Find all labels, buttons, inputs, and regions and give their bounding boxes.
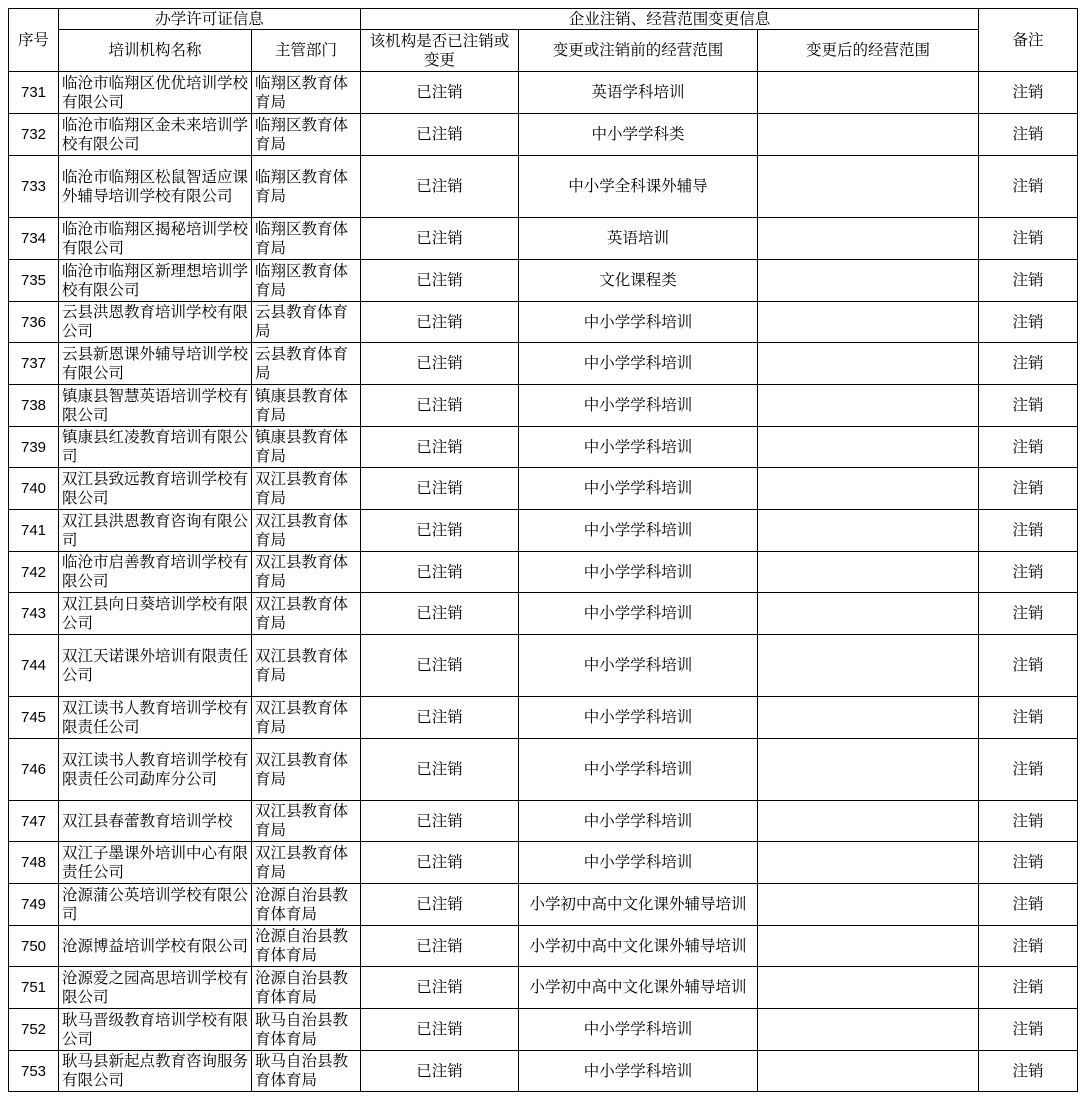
scope-before-cell: 英语培训 [519, 218, 758, 260]
org-name-cell: 临沧市临翔区揭秘培训学校有限公司 [59, 218, 252, 260]
seq-cell: 735 [9, 260, 59, 302]
header-is-cancelled: 该机构是否已注销或变更 [361, 30, 519, 72]
table-row [9, 156, 1078, 218]
table-row [9, 343, 1078, 385]
org-name-cell: 沧源蒲公英培训学校有限公司 [59, 884, 252, 926]
header-seq: 序号 [9, 9, 59, 72]
remark-cell: 注销 [979, 510, 1078, 552]
scope-after-cell [758, 156, 979, 218]
table-row [9, 697, 1078, 739]
status-cell: 已注销 [361, 552, 519, 593]
seq-cell: 745 [9, 697, 59, 739]
status-cell: 已注销 [361, 510, 519, 552]
header-license-group: 办学许可证信息 [59, 9, 361, 30]
seq-cell: 743 [9, 593, 59, 635]
seq-cell: 737 [9, 343, 59, 385]
status-cell: 已注销 [361, 593, 519, 635]
scope-after-cell [758, 842, 979, 884]
status-cell: 已注销 [361, 926, 519, 967]
dept-cell: 云县教育体育局 [252, 343, 361, 385]
remark-cell: 注销 [979, 635, 1078, 697]
remark-cell: 注销 [979, 343, 1078, 385]
table-row [9, 218, 1078, 260]
scope-before-cell: 中小学学科培训 [519, 801, 758, 842]
status-cell: 已注销 [361, 801, 519, 842]
status-cell: 已注销 [361, 218, 519, 260]
scope-after-cell [758, 302, 979, 343]
seq-cell: 731 [9, 72, 59, 114]
dept-cell: 镇康县教育体育局 [252, 427, 361, 468]
scope-after-cell [758, 801, 979, 842]
remark-cell: 注销 [979, 1051, 1078, 1092]
scope-before-cell: 文化课程类 [519, 260, 758, 302]
table-row [9, 427, 1078, 468]
scope-before-cell: 小学初中高中文化课外辅导培训 [519, 926, 758, 967]
seq-cell: 733 [9, 156, 59, 218]
table-row [9, 926, 1078, 967]
scope-after-cell [758, 468, 979, 510]
scope-before-cell: 小学初中高中文化课外辅导培训 [519, 967, 758, 1009]
org-name-cell: 镇康县智慧英语培训学校有限公司 [59, 385, 252, 427]
dept-cell: 双江县教育体育局 [252, 801, 361, 842]
table-row [9, 468, 1078, 510]
dept-cell: 临翔区教育体育局 [252, 156, 361, 218]
header-change-group: 企业注销、经营范围变更信息 [361, 9, 979, 30]
scope-after-cell [758, 697, 979, 739]
status-cell: 已注销 [361, 260, 519, 302]
scope-after-cell [758, 343, 979, 385]
table-row [9, 635, 1078, 697]
seq-cell: 739 [9, 427, 59, 468]
scope-after-cell [758, 114, 979, 156]
table-row [9, 385, 1078, 427]
scope-after-cell [758, 1009, 979, 1051]
remark-cell: 注销 [979, 114, 1078, 156]
table-row [9, 552, 1078, 593]
org-name-cell: 镇康县红凌教育培训有限公司 [59, 427, 252, 468]
dept-cell: 临翔区教育体育局 [252, 114, 361, 156]
table-row [9, 1009, 1078, 1051]
remark-cell: 注销 [979, 72, 1078, 114]
scope-before-cell: 中小学学科培训 [519, 427, 758, 468]
remark-cell: 注销 [979, 801, 1078, 842]
seq-cell: 752 [9, 1009, 59, 1051]
status-cell: 已注销 [361, 1051, 519, 1092]
scope-before-cell: 中小学学科培训 [519, 739, 758, 801]
scope-after-cell [758, 967, 979, 1009]
status-cell: 已注销 [361, 739, 519, 801]
status-cell: 已注销 [361, 114, 519, 156]
table-row [9, 260, 1078, 302]
dept-cell: 双江县教育体育局 [252, 510, 361, 552]
org-name-cell: 临沧市启善教育培训学校有限公司 [59, 552, 252, 593]
scope-after-cell [758, 260, 979, 302]
table-row [9, 114, 1078, 156]
scope-before-cell: 中小学学科培训 [519, 302, 758, 343]
remark-cell: 注销 [979, 218, 1078, 260]
scope-after-cell [758, 593, 979, 635]
dept-cell: 双江县教育体育局 [252, 635, 361, 697]
remark-cell: 注销 [979, 385, 1078, 427]
seq-cell: 738 [9, 385, 59, 427]
org-name-cell: 沧源爱之园高思培训学校有限公司 [59, 967, 252, 1009]
seq-cell: 751 [9, 967, 59, 1009]
remark-cell: 注销 [979, 156, 1078, 218]
dept-cell: 双江县教育体育局 [252, 697, 361, 739]
scope-before-cell: 中小学学科培训 [519, 842, 758, 884]
remark-cell: 注销 [979, 468, 1078, 510]
status-cell: 已注销 [361, 697, 519, 739]
org-name-cell: 双江县向日葵培训学校有限公司 [59, 593, 252, 635]
dept-cell: 沧源自治县教育体育局 [252, 926, 361, 967]
header-remark: 备注 [979, 9, 1078, 72]
status-cell: 已注销 [361, 72, 519, 114]
dept-cell: 临翔区教育体育局 [252, 218, 361, 260]
status-cell: 已注销 [361, 156, 519, 218]
remark-cell: 注销 [979, 884, 1078, 926]
org-name-cell: 耿马晋级教育培训学校有限公司 [59, 1009, 252, 1051]
status-cell: 已注销 [361, 635, 519, 697]
dept-cell: 双江县教育体育局 [252, 552, 361, 593]
status-cell: 已注销 [361, 1009, 519, 1051]
scope-after-cell [758, 385, 979, 427]
license-table [8, 8, 1078, 1092]
scope-after-cell [758, 72, 979, 114]
dept-cell: 耿马自治县教育体育局 [252, 1051, 361, 1092]
scope-after-cell [758, 427, 979, 468]
status-cell: 已注销 [361, 967, 519, 1009]
scope-before-cell: 中小学学科类 [519, 114, 758, 156]
scope-before-cell: 中小学学科培训 [519, 593, 758, 635]
seq-cell: 742 [9, 552, 59, 593]
dept-cell: 临翔区教育体育局 [252, 72, 361, 114]
scope-before-cell: 中小学学科培训 [519, 552, 758, 593]
scope-before-cell: 中小学学科培训 [519, 343, 758, 385]
remark-cell: 注销 [979, 739, 1078, 801]
table-row [9, 884, 1078, 926]
remark-cell: 注销 [979, 697, 1078, 739]
remark-cell: 注销 [979, 427, 1078, 468]
seq-cell: 734 [9, 218, 59, 260]
status-cell: 已注销 [361, 884, 519, 926]
org-name-cell: 临沧市临翔区松鼠智适应课外辅导培训学校有限公司 [59, 156, 252, 218]
seq-cell: 740 [9, 468, 59, 510]
scope-before-cell: 中小学学科培训 [519, 510, 758, 552]
seq-cell: 732 [9, 114, 59, 156]
seq-cell: 741 [9, 510, 59, 552]
org-name-cell: 双江县春蕾教育培训学校 [59, 801, 252, 842]
scope-after-cell [758, 926, 979, 967]
org-name-cell: 临沧市临翔区金未来培训学校有限公司 [59, 114, 252, 156]
seq-cell: 749 [9, 884, 59, 926]
org-name-cell: 双江天诺课外培训有限责任公司 [59, 635, 252, 697]
seq-cell: 747 [9, 801, 59, 842]
table-row [9, 801, 1078, 842]
scope-before-cell: 中小学学科培训 [519, 468, 758, 510]
table-row [9, 842, 1078, 884]
dept-cell: 镇康县教育体育局 [252, 385, 361, 427]
scope-after-cell [758, 510, 979, 552]
org-name-cell: 耿马县新起点教育咨询服务有限公司 [59, 1051, 252, 1092]
dept-cell: 沧源自治县教育体育局 [252, 884, 361, 926]
dept-cell: 双江县教育体育局 [252, 593, 361, 635]
seq-cell: 744 [9, 635, 59, 697]
remark-cell: 注销 [979, 967, 1078, 1009]
scope-before-cell: 中小学全科课外辅导 [519, 156, 758, 218]
dept-cell: 云县教育体育局 [252, 302, 361, 343]
remark-cell: 注销 [979, 552, 1078, 593]
seq-cell: 750 [9, 926, 59, 967]
table-row [9, 1051, 1078, 1092]
seq-cell: 746 [9, 739, 59, 801]
dept-cell: 临翔区教育体育局 [252, 260, 361, 302]
remark-cell: 注销 [979, 842, 1078, 884]
remark-cell: 注销 [979, 593, 1078, 635]
org-name-cell: 双江读书人教育培训学校有限责任公司勐库分公司 [59, 739, 252, 801]
remark-cell: 注销 [979, 260, 1078, 302]
header-org-name: 培训机构名称 [59, 30, 252, 72]
header-scope-after: 变更后的经营范围 [758, 30, 979, 72]
dept-cell: 双江县教育体育局 [252, 842, 361, 884]
dept-cell: 双江县教育体育局 [252, 739, 361, 801]
scope-after-cell [758, 1051, 979, 1092]
org-name-cell: 沧源博益培训学校有限公司 [59, 926, 252, 967]
scope-after-cell [758, 635, 979, 697]
header-scope-before: 变更或注销前的经营范围 [519, 30, 758, 72]
seq-cell: 736 [9, 302, 59, 343]
org-name-cell: 云县新恩课外辅导培训学校有限公司 [59, 343, 252, 385]
table-row [9, 72, 1078, 114]
dept-cell: 沧源自治县教育体育局 [252, 967, 361, 1009]
scope-after-cell [758, 884, 979, 926]
scope-before-cell: 小学初中高中文化课外辅导培训 [519, 884, 758, 926]
remark-cell: 注销 [979, 926, 1078, 967]
org-name-cell: 临沧市临翔区新理想培训学校有限公司 [59, 260, 252, 302]
org-name-cell: 双江县洪恩教育咨询有限公司 [59, 510, 252, 552]
scope-before-cell: 中小学学科培训 [519, 1051, 758, 1092]
status-cell: 已注销 [361, 468, 519, 510]
scope-before-cell: 英语学科培训 [519, 72, 758, 114]
table-row [9, 593, 1078, 635]
table-body [9, 72, 1078, 1092]
org-name-cell: 双江读书人教育培训学校有限责任公司 [59, 697, 252, 739]
table-row [9, 510, 1078, 552]
seq-cell: 748 [9, 842, 59, 884]
status-cell: 已注销 [361, 385, 519, 427]
scope-after-cell [758, 739, 979, 801]
dept-cell: 双江县教育体育局 [252, 468, 361, 510]
remark-cell: 注销 [979, 302, 1078, 343]
remark-cell: 注销 [979, 1009, 1078, 1051]
org-name-cell: 临沧市临翔区优优培训学校有限公司 [59, 72, 252, 114]
header-dept: 主管部门 [252, 30, 361, 72]
scope-before-cell: 中小学学科培训 [519, 385, 758, 427]
seq-cell: 753 [9, 1051, 59, 1092]
status-cell: 已注销 [361, 842, 519, 884]
scope-after-cell [758, 552, 979, 593]
org-name-cell: 双江县致远教育培训学校有限公司 [59, 468, 252, 510]
dept-cell: 耿马自治县教育体育局 [252, 1009, 361, 1051]
scope-before-cell: 中小学学科培训 [519, 635, 758, 697]
status-cell: 已注销 [361, 343, 519, 385]
scope-before-cell: 中小学学科培训 [519, 1009, 758, 1051]
status-cell: 已注销 [361, 302, 519, 343]
table-row [9, 967, 1078, 1009]
org-name-cell: 云县洪恩教育培训学校有限公司 [59, 302, 252, 343]
status-cell: 已注销 [361, 427, 519, 468]
table-row [9, 302, 1078, 343]
table-row [9, 739, 1078, 801]
scope-after-cell [758, 218, 979, 260]
scope-before-cell: 中小学学科培训 [519, 697, 758, 739]
org-name-cell: 双江子墨课外培训中心有限责任公司 [59, 842, 252, 884]
